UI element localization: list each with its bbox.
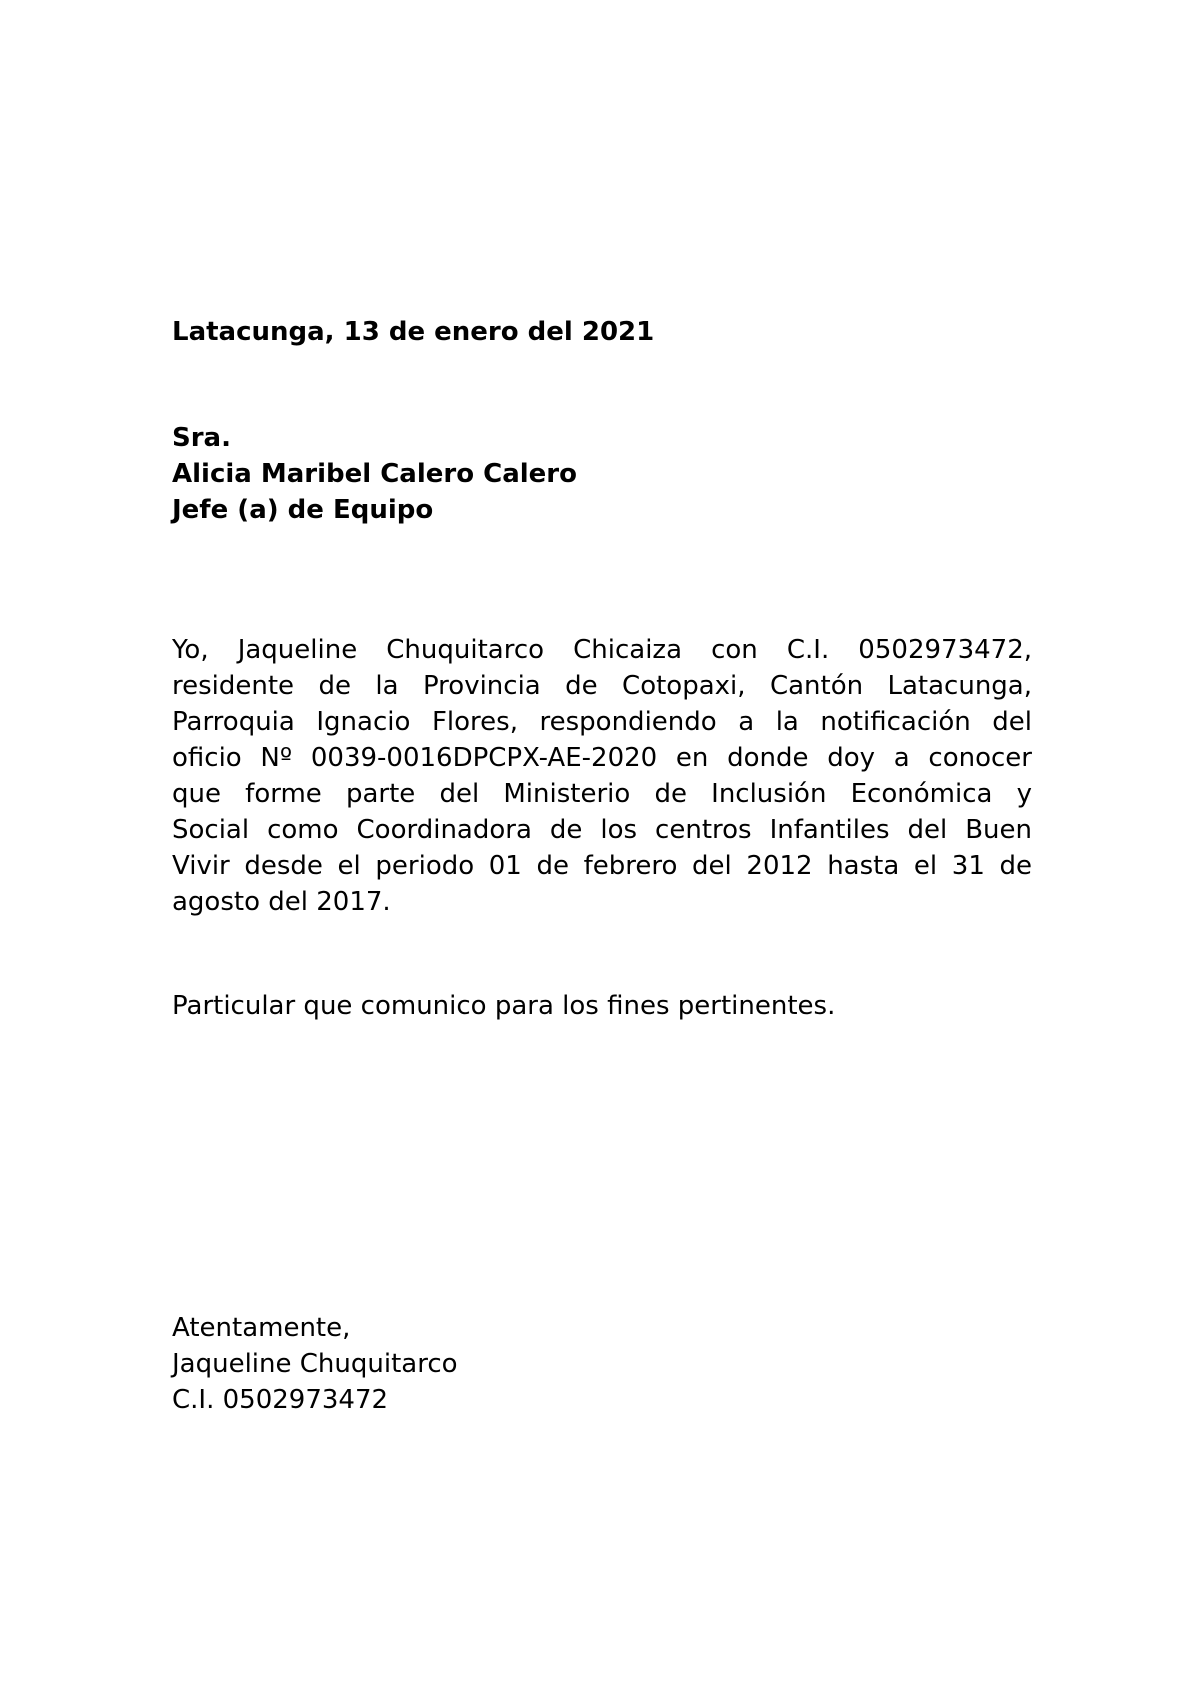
body-line: Yo, Jaqueline Chuquitarco Chicaiza con C.I. 0502973472,: [172, 635, 1032, 665]
recipient-position: Jefe (a) de Equipo: [172, 495, 434, 525]
recipient-salutation: Sra.: [172, 423, 231, 453]
closing-remark: Particular que comunico para los fines pertinentes.: [172, 991, 836, 1021]
signature-name: Jaqueline Chuquitarco: [172, 1349, 458, 1379]
body-line: Parroquia Ignacio Flores, respondiendo a la notificación del: [172, 707, 1032, 737]
body-line: agosto del 2017.: [172, 887, 391, 917]
body-line: oficio Nº 0039-0016DPCPX-AE-2020 en donde doy a conocer: [172, 743, 1032, 773]
date-line: Latacunga, 13 de enero del 2021: [172, 317, 655, 347]
body-line: residente de la Provincia de Cotopaxi, Cantón Latacunga,: [172, 671, 1032, 701]
body-line: que forme parte del Ministerio de Inclusión Económica y: [172, 779, 1032, 809]
recipient-name: Alicia Maribel Calero Calero: [172, 459, 577, 489]
signature-closing: Atentamente,: [172, 1313, 351, 1343]
signature-id: C.I. 0502973472: [172, 1385, 389, 1415]
letter-body: [172, 632, 1032, 920]
body-line: Vivir desde el periodo 01 de febrero del 2012 hasta el 31 de: [172, 851, 1032, 881]
body-line: Social como Coordinadora de los centros Infantiles del Buen: [172, 815, 1032, 845]
